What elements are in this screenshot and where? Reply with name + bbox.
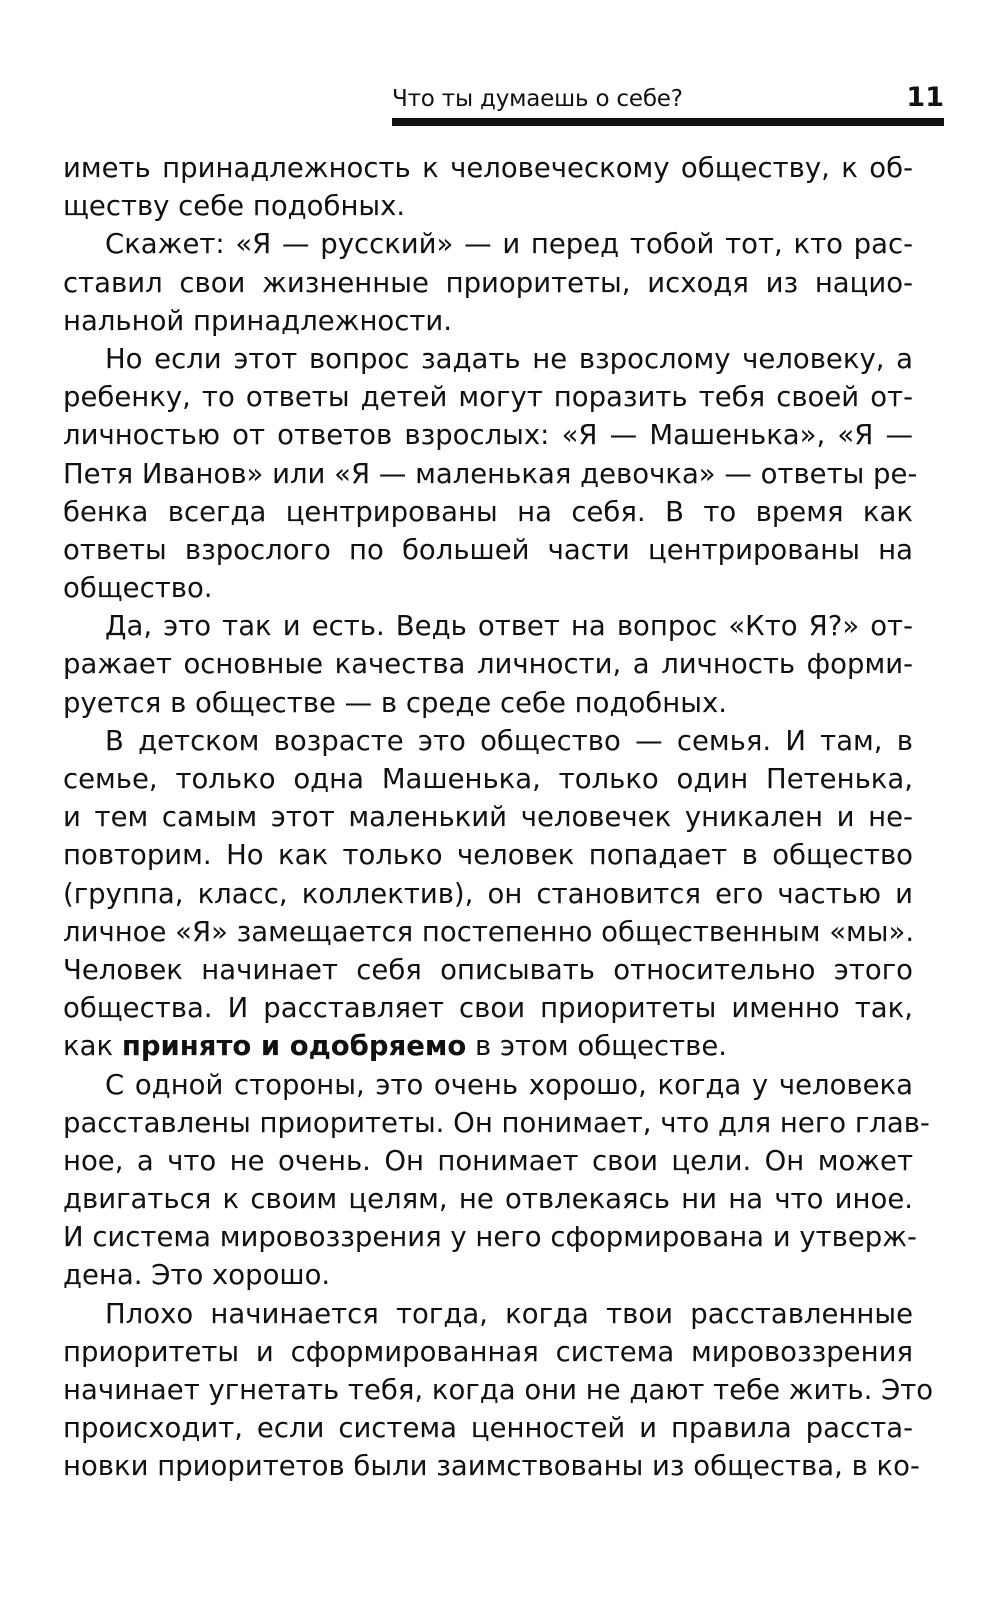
header-rule xyxy=(392,118,944,126)
text-line: ответы взрослого по большей части центрированы на xyxy=(63,533,913,566)
text-line: (группа, класс, коллектив), он становится его частью и xyxy=(63,877,913,910)
text-segment: в этом обществе. xyxy=(466,1030,727,1063)
text-line: расставлены приоритеты. Он понимает, что для него глав- xyxy=(63,1106,930,1139)
text-line: ществу себе подобных. xyxy=(63,190,406,223)
text-line: личностью от ответов взрослых: «Я — Машенька», «Я — xyxy=(63,419,913,452)
text-line: личное «Я» замещается постепенно общественным «мы». xyxy=(63,915,915,948)
text-line: руется в обществе — в среде себе подобных. xyxy=(63,686,727,719)
text-line: Человек начинает себя описывать относительно этого xyxy=(63,953,913,986)
text-line: нальной принадлежности. xyxy=(63,304,453,337)
text-line: И система мировоззрения у него сформирована и утверж- xyxy=(63,1221,917,1254)
text-line: и тем самым этот маленький человечек уникален и не- xyxy=(63,801,913,834)
text-line xyxy=(63,1027,913,1065)
page-number: 11 xyxy=(906,82,944,113)
bold-phrase: принято и одобряемо xyxy=(121,1030,467,1063)
text-line: двигаться к своим целям, не отвлекаясь ни на что иное. xyxy=(63,1183,913,1216)
text-line: повторим. Но как только человек попадает в общество xyxy=(63,839,913,872)
text-line: иметь принадлежность к человеческому обществу, к об- xyxy=(63,152,913,184)
text-line: Да, это так и есть. Ведь ответ на вопрос «Кто Я?» от- xyxy=(105,610,913,643)
text-line: общества. И расставляет свои приоритеты именно так, xyxy=(63,992,913,1025)
text-line: бенка всегда центрированы на себя. В то время как xyxy=(63,495,913,528)
text-line: ребенку, то ответы детей могут поразить тебя своей от- xyxy=(63,381,913,414)
text-line: семье, только одна Машенька, только один Петенька, xyxy=(63,763,913,795)
text-line: приоритеты и сформированная система мировоззрения xyxy=(63,1335,913,1368)
text-line: ное, а что не очень. Он понимает свои цели. Он может xyxy=(63,1144,913,1177)
text-line: ражает основные качества личности, а личность форми- xyxy=(63,648,913,681)
running-title: Что ты думаешь о себе? xyxy=(392,86,683,112)
text-line: С одной стороны, это очень хорошо, когда у человека xyxy=(105,1068,913,1101)
text-line: новки приоритетов были заимствованы из общества, в ко- xyxy=(63,1450,920,1483)
text-line: Скажет: «Я — русский» — и перед тобой тот, кто рас- xyxy=(105,228,913,261)
text-line: Петя Иванов» или «Я — маленькая девочка» — ответы ре- xyxy=(63,457,918,490)
text-line: В детском возрасте это общество — семья. И там, в xyxy=(105,724,913,757)
text-line: начинает угнетать тебя, когда они не дают тебе жить. Это xyxy=(63,1374,934,1406)
text-line: Плохо начинается тогда, когда твои расставленные xyxy=(105,1297,913,1330)
running-head xyxy=(392,84,944,114)
text-line: происходит, если система ценностей и правила расста- xyxy=(63,1412,913,1445)
text-line: Но если этот вопрос задать не взрослому человеку, а xyxy=(105,342,913,375)
text-line: общество. xyxy=(63,572,213,605)
page-body xyxy=(63,149,934,1486)
text-line: дена. Это хорошо. xyxy=(63,1259,331,1292)
text-line: ставил свои жизненные приоритеты, исходя из нацио- xyxy=(63,266,913,299)
text-segment: как xyxy=(63,1030,122,1063)
